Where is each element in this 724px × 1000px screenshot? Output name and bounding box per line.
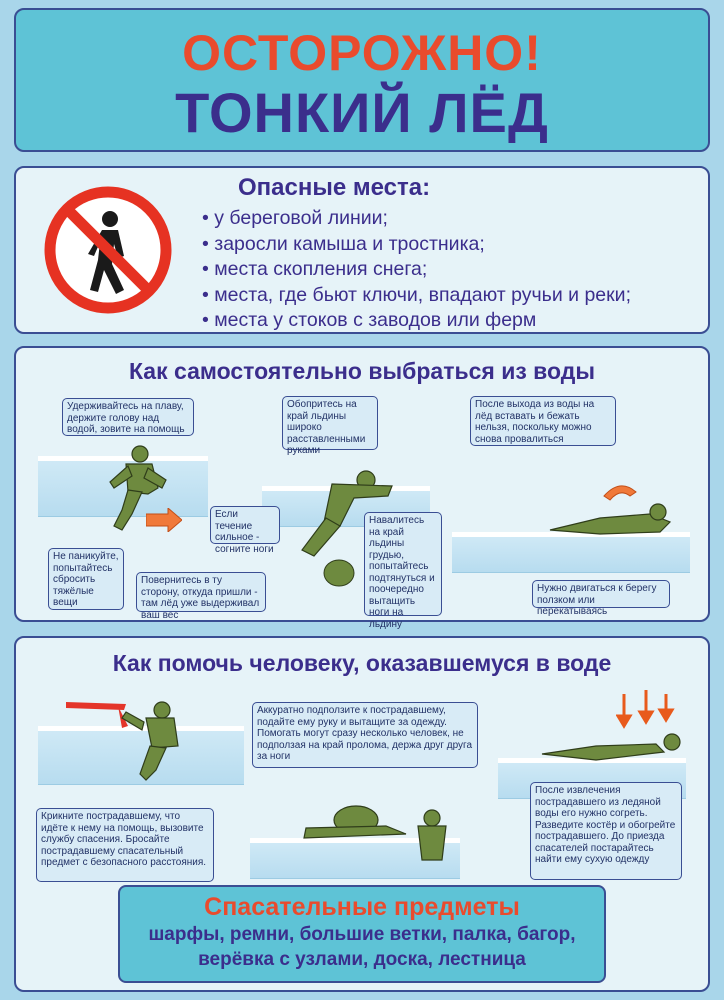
- self-rescue-title: Как самостоятельно выбраться из воды: [128, 358, 595, 384]
- help-title: Как помочь человеку, оказавшемуся в воде: [112, 650, 612, 676]
- rescue-items-box: [118, 885, 606, 983]
- rescue-items-title: Спасательные предметы: [204, 893, 520, 921]
- rescuer-crawling-icon: [286, 798, 456, 878]
- header-banner: [14, 8, 710, 152]
- person-crawling-icon: [540, 478, 690, 538]
- rescue-items-line: верёвка с узлами, доска, лестница: [198, 949, 526, 970]
- callout: Навалитесь на край льдины грудью, попытайтесь подтянуться и поочередно вытащить ноги на льдину: [364, 512, 442, 616]
- dangerous-places-list: [202, 206, 631, 334]
- callout: Крикните пострадавшему, что идёте к нему на помощь, вызовите службу спасения. Бросайте пострадавшему спасательный предмет с безопасного расстояния.: [36, 808, 214, 882]
- callout: Повернитесь в ту сторону, откуда пришли - там лёд уже выдерживал ваш вес: [136, 572, 266, 612]
- dangerous-places-title: Опасные места:: [238, 174, 431, 201]
- warmth-arrows-icon: [616, 690, 676, 730]
- no-pedestrian-sign-icon: [44, 186, 172, 314]
- person-lying-icon: [536, 726, 686, 766]
- callout: Аккуратно подползите к пострадавшему, подайте ему руку и вытащите за одежду. Помогать могут сразу несколько человек, не подползая на край пролома, держа друг друга за ноги: [252, 702, 478, 768]
- person-with-scarf-icon: [66, 696, 196, 786]
- callout: Не паникуйте, попытайтесь сбросить тяжёлые вещи: [48, 548, 124, 610]
- rescue-items-line: шарфы, ремни, большие ветки, палка, багор,: [148, 924, 576, 945]
- list-item: • у береговой линии;: [202, 206, 631, 232]
- list-item: • места скопления снега;: [202, 257, 631, 283]
- dangerous-places-panel: [14, 166, 710, 334]
- arrow-turn-icon: [146, 508, 182, 532]
- callout: Если течение сильное - согните ноги: [210, 506, 280, 544]
- callout: Нужно двигаться к берегу ползком или перекатываясь: [532, 580, 670, 608]
- backpack-icon: [322, 556, 356, 588]
- caution-heading: ОСТОРОЖНО!: [182, 25, 542, 81]
- list-item: • места, где бьют ключи, впадают ручьи и реки;: [202, 283, 631, 309]
- callout: Удерживайтесь на плаву, держите голову над водой, зовите на помощь: [62, 398, 194, 436]
- ice-block: [452, 532, 690, 573]
- callout: После извлечения пострадавшего из ледяной воды его нужно согреть. Разведите костёр и обогрейте пострадавшего. До приезда спасателей постарайтесь найти ему сухую одежду: [530, 782, 682, 880]
- thin-ice-heading: ТОНКИЙ ЛЁД: [175, 81, 549, 144]
- list-item: • места у стоков с заводов или ферм: [202, 308, 631, 334]
- callout: После выхода из воды на лёд вставать и бежать нельзя, поскольку можно снова провалиться: [470, 396, 616, 446]
- callout: Обопритесь на край льдины широко расставленными руками: [282, 396, 378, 450]
- list-item: • заросли камыша и тростника;: [202, 232, 631, 258]
- self-rescue-panel: [14, 346, 710, 630]
